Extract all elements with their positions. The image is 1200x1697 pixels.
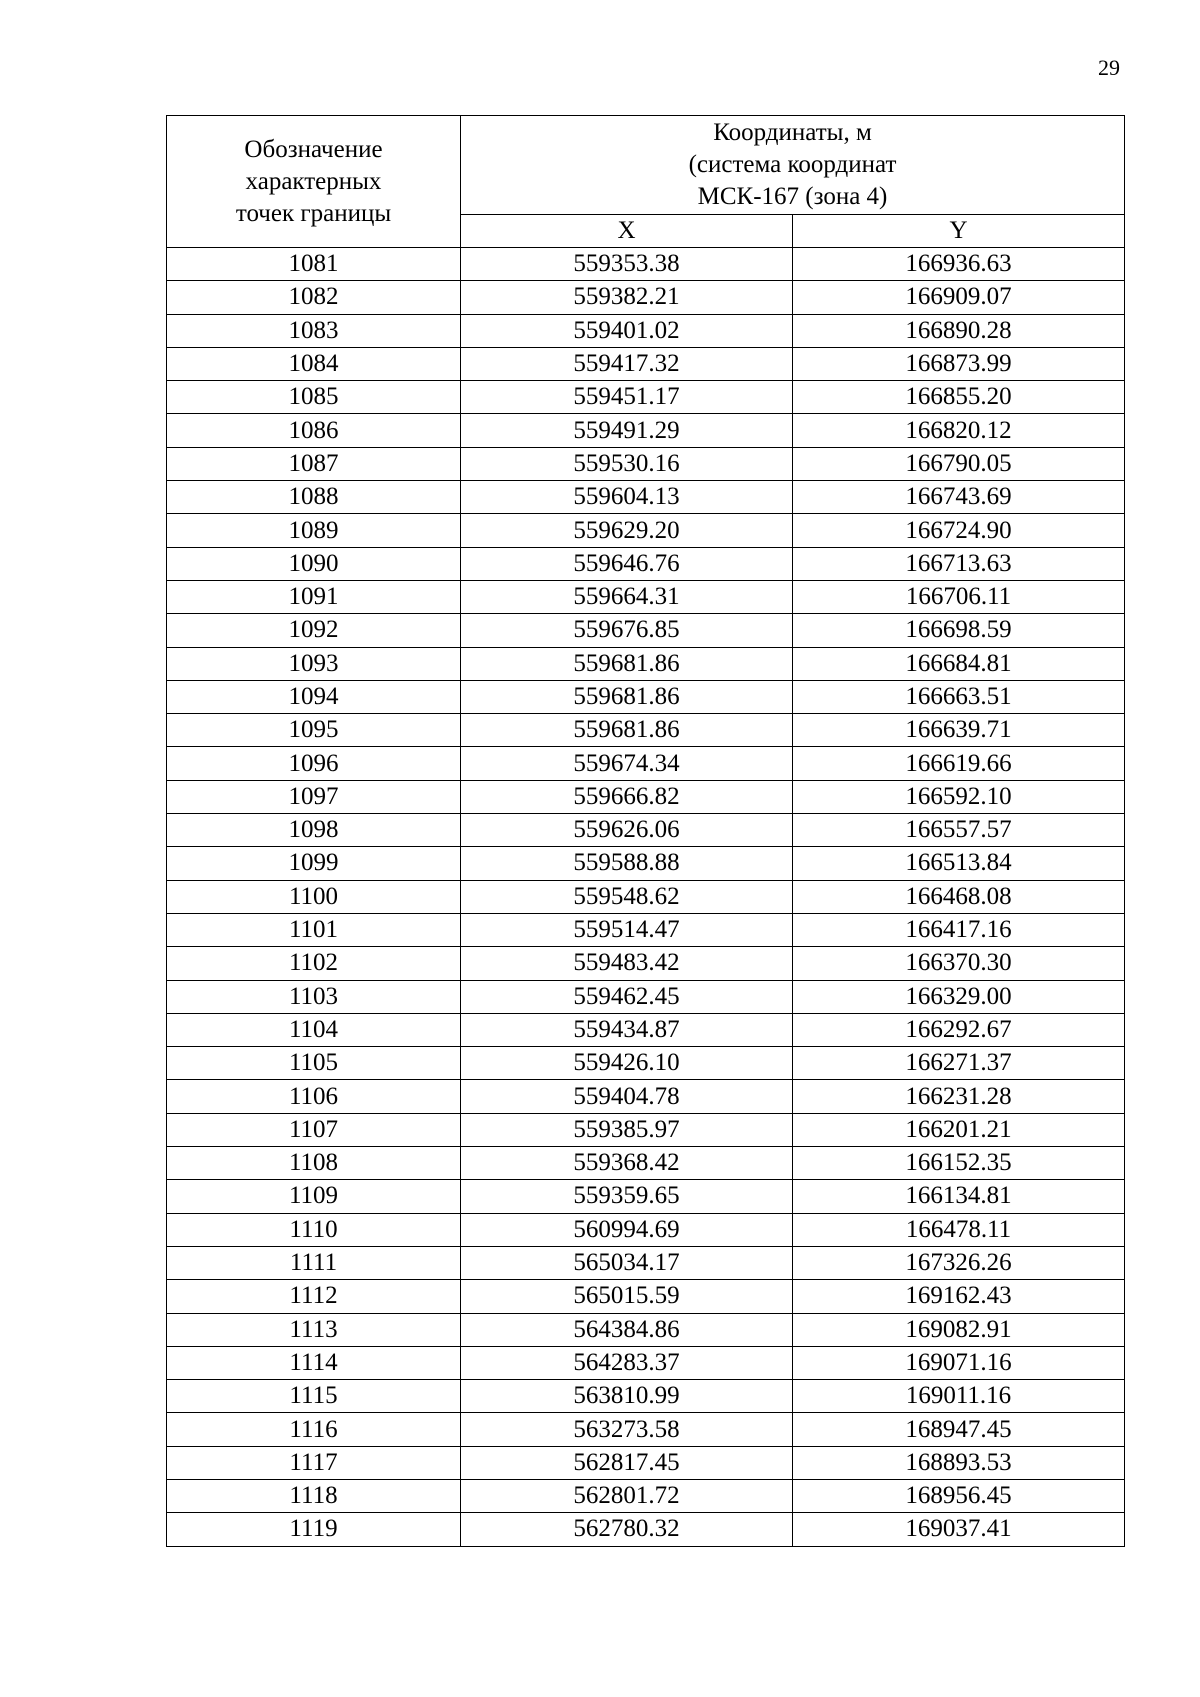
- y-coordinate-cell: 166909.07: [793, 281, 1125, 314]
- y-coordinate-cell: 166271.37: [793, 1047, 1125, 1080]
- x-coordinate-cell: 559382.21: [461, 281, 793, 314]
- y-coordinate-cell: 169011.16: [793, 1380, 1125, 1413]
- table-row: [167, 647, 1125, 680]
- y-coordinate-cell: 166370.30: [793, 947, 1125, 980]
- designation-header-line-3: точек границы: [235, 199, 392, 227]
- y-coordinate-cell: 166152.35: [793, 1147, 1125, 1180]
- point-cell: 1117: [167, 1446, 461, 1479]
- y-coordinate-cell: 169082.91: [793, 1313, 1125, 1346]
- y-coordinate-cell: 166713.63: [793, 547, 1125, 580]
- table-row: [167, 1413, 1125, 1446]
- point-cell: 1097: [167, 780, 461, 813]
- coordinates-table: [166, 115, 1125, 1547]
- point-cell: 1093: [167, 647, 461, 680]
- table-row: [167, 780, 1125, 813]
- page-number: 29: [1098, 55, 1120, 80]
- table-body: [167, 248, 1125, 1547]
- point-cell: 1095: [167, 714, 461, 747]
- point-cell: 1083: [167, 314, 461, 347]
- x-coordinate-cell: 559588.88: [461, 847, 793, 880]
- coordinates-header: [461, 116, 1125, 215]
- x-coordinate-cell: 559681.86: [461, 714, 793, 747]
- table-row: [167, 414, 1125, 447]
- x-coordinate-cell: 559664.31: [461, 580, 793, 613]
- table-row: [167, 481, 1125, 514]
- point-cell: 1101: [167, 913, 461, 946]
- y-coordinate-cell: 166706.11: [793, 580, 1125, 613]
- y-coordinate-cell: 167326.26: [793, 1246, 1125, 1279]
- point-cell: 1104: [167, 1013, 461, 1046]
- table-row: [167, 281, 1125, 314]
- y-coordinate-cell: 168947.45: [793, 1413, 1125, 1446]
- table-row: [167, 1346, 1125, 1379]
- x-coordinate-cell: 563273.58: [461, 1413, 793, 1446]
- x-coordinate-cell: 559462.45: [461, 980, 793, 1013]
- y-coordinate-cell: 166698.59: [793, 614, 1125, 647]
- point-cell: 1100: [167, 880, 461, 913]
- y-coordinate-cell: 169071.16: [793, 1346, 1125, 1379]
- table-row: [167, 547, 1125, 580]
- table-row: [167, 1213, 1125, 1246]
- x-coordinate-cell: 562817.45: [461, 1446, 793, 1479]
- x-coordinate-cell: 559666.82: [461, 780, 793, 813]
- table-row: [167, 1080, 1125, 1113]
- y-coordinate-cell: 168893.53: [793, 1446, 1125, 1479]
- point-cell: 1098: [167, 814, 461, 847]
- x-column-header: X: [461, 215, 793, 248]
- coordinates-header-line-2: (система координат: [688, 151, 897, 178]
- table-row: [167, 1313, 1125, 1346]
- y-coordinate-cell: 166684.81: [793, 647, 1125, 680]
- x-coordinate-cell: 559353.38: [461, 248, 793, 281]
- y-coordinate-cell: 169037.41: [793, 1513, 1125, 1546]
- x-coordinate-cell: 559491.29: [461, 414, 793, 447]
- x-coordinate-cell: 559385.97: [461, 1113, 793, 1146]
- table-row: [167, 1180, 1125, 1213]
- y-coordinate-cell: 166936.63: [793, 248, 1125, 281]
- y-coordinate-cell: 166134.81: [793, 1180, 1125, 1213]
- y-coordinate-cell: 166557.57: [793, 814, 1125, 847]
- y-coordinate-cell: 166890.28: [793, 314, 1125, 347]
- x-coordinate-cell: 565034.17: [461, 1246, 793, 1279]
- table-row: [167, 1280, 1125, 1313]
- table-row: [167, 1113, 1125, 1146]
- point-cell: 1106: [167, 1080, 461, 1113]
- coordinates-header-line-3: МСК-167 (зона 4): [697, 183, 888, 210]
- x-coordinate-cell: 559404.78: [461, 1080, 793, 1113]
- table-row: [167, 1047, 1125, 1080]
- x-coordinate-cell: 559359.65: [461, 1180, 793, 1213]
- x-coordinate-cell: 559434.87: [461, 1013, 793, 1046]
- point-cell: 1102: [167, 947, 461, 980]
- table-row: [167, 847, 1125, 880]
- table-row: [167, 1147, 1125, 1180]
- table-row: [167, 447, 1125, 480]
- table-row: [167, 514, 1125, 547]
- point-cell: 1096: [167, 747, 461, 780]
- table-row: [167, 880, 1125, 913]
- x-coordinate-cell: 559629.20: [461, 514, 793, 547]
- point-cell: 1118: [167, 1479, 461, 1512]
- point-cell: 1107: [167, 1113, 461, 1146]
- point-cell: 1108: [167, 1147, 461, 1180]
- table-row: [167, 714, 1125, 747]
- point-cell: 1090: [167, 547, 461, 580]
- point-cell: 1087: [167, 447, 461, 480]
- x-coordinate-cell: 559604.13: [461, 481, 793, 514]
- point-cell: 1114: [167, 1346, 461, 1379]
- table-row: [167, 680, 1125, 713]
- x-coordinate-cell: 559681.86: [461, 680, 793, 713]
- table-row: [167, 814, 1125, 847]
- x-coordinate-cell: 559530.16: [461, 447, 793, 480]
- y-coordinate-cell: 166743.69: [793, 481, 1125, 514]
- x-coordinate-cell: 559674.34: [461, 747, 793, 780]
- y-coordinate-cell: 166231.28: [793, 1080, 1125, 1113]
- point-cell: 1086: [167, 414, 461, 447]
- x-coordinate-cell: 559646.76: [461, 547, 793, 580]
- x-coordinate-cell: 559483.42: [461, 947, 793, 980]
- table-row: [167, 947, 1125, 980]
- x-coordinate-cell: 559401.02: [461, 314, 793, 347]
- x-coordinate-cell: 564283.37: [461, 1346, 793, 1379]
- point-cell: 1109: [167, 1180, 461, 1213]
- table-row: [167, 1246, 1125, 1279]
- x-coordinate-cell: 560994.69: [461, 1213, 793, 1246]
- table-row: [167, 248, 1125, 281]
- table-row: [167, 1479, 1125, 1512]
- y-coordinate-cell: 166820.12: [793, 414, 1125, 447]
- x-coordinate-cell: 559626.06: [461, 814, 793, 847]
- table-row: [167, 747, 1125, 780]
- designation-header-line-1: Обозначение: [244, 135, 383, 163]
- point-cell: 1081: [167, 248, 461, 281]
- y-coordinate-cell: 166468.08: [793, 880, 1125, 913]
- point-cell: 1113: [167, 1313, 461, 1346]
- table-row: [167, 314, 1125, 347]
- y-coordinate-cell: 169162.43: [793, 1280, 1125, 1313]
- table-row: [167, 580, 1125, 613]
- point-cell: 1103: [167, 980, 461, 1013]
- point-cell: 1088: [167, 481, 461, 514]
- x-coordinate-cell: 562780.32: [461, 1513, 793, 1546]
- coordinates-header-line-1: Координаты, м: [713, 119, 872, 146]
- point-cell: 1091: [167, 580, 461, 613]
- y-column-header: Y: [793, 215, 1125, 248]
- y-coordinate-cell: 166619.66: [793, 747, 1125, 780]
- y-coordinate-cell: 166513.84: [793, 847, 1125, 880]
- table-header: [167, 116, 1125, 248]
- point-cell: 1082: [167, 281, 461, 314]
- point-cell: 1099: [167, 847, 461, 880]
- x-coordinate-cell: 559676.85: [461, 614, 793, 647]
- y-coordinate-cell: 166201.21: [793, 1113, 1125, 1146]
- designation-header: [167, 116, 461, 248]
- table-row: [167, 1013, 1125, 1046]
- point-cell: 1084: [167, 347, 461, 380]
- x-coordinate-cell: 565015.59: [461, 1280, 793, 1313]
- point-cell: 1085: [167, 381, 461, 414]
- x-coordinate-cell: 563810.99: [461, 1380, 793, 1413]
- table-row: [167, 980, 1125, 1013]
- point-cell: 1119: [167, 1513, 461, 1546]
- table-row: [167, 1513, 1125, 1546]
- x-coordinate-cell: 559548.62: [461, 880, 793, 913]
- y-coordinate-cell: 166592.10: [793, 780, 1125, 813]
- y-coordinate-cell: 166790.05: [793, 447, 1125, 480]
- y-coordinate-cell: 166724.90: [793, 514, 1125, 547]
- y-coordinate-cell: 166663.51: [793, 680, 1125, 713]
- x-coordinate-cell: 559426.10: [461, 1047, 793, 1080]
- x-coordinate-cell: 559368.42: [461, 1147, 793, 1180]
- table-row: [167, 347, 1125, 380]
- designation-header-line-2: характерных: [245, 167, 382, 195]
- table-row: [167, 1380, 1125, 1413]
- y-coordinate-cell: 168956.45: [793, 1479, 1125, 1512]
- header-row-main: [167, 116, 1125, 215]
- table-row: [167, 913, 1125, 946]
- x-coordinate-cell: 559451.17: [461, 381, 793, 414]
- y-coordinate-cell: 166417.16: [793, 913, 1125, 946]
- y-coordinate-cell: 166873.99: [793, 347, 1125, 380]
- y-coordinate-cell: 166639.71: [793, 714, 1125, 747]
- x-coordinate-cell: 559514.47: [461, 913, 793, 946]
- point-cell: 1110: [167, 1213, 461, 1246]
- y-coordinate-cell: 166292.67: [793, 1013, 1125, 1046]
- table-row: [167, 381, 1125, 414]
- y-coordinate-cell: 166329.00: [793, 980, 1125, 1013]
- point-cell: 1089: [167, 514, 461, 547]
- y-coordinate-cell: 166478.11: [793, 1213, 1125, 1246]
- x-coordinate-cell: 564384.86: [461, 1313, 793, 1346]
- point-cell: 1092: [167, 614, 461, 647]
- x-coordinate-cell: 559417.32: [461, 347, 793, 380]
- x-coordinate-cell: 559681.86: [461, 647, 793, 680]
- point-cell: 1116: [167, 1413, 461, 1446]
- point-cell: 1094: [167, 680, 461, 713]
- y-coordinate-cell: 166855.20: [793, 381, 1125, 414]
- x-coordinate-cell: 562801.72: [461, 1479, 793, 1512]
- point-cell: 1105: [167, 1047, 461, 1080]
- point-cell: 1112: [167, 1280, 461, 1313]
- point-cell: 1111: [167, 1246, 461, 1279]
- table-row: [167, 1446, 1125, 1479]
- table-row: [167, 614, 1125, 647]
- point-cell: 1115: [167, 1380, 461, 1413]
